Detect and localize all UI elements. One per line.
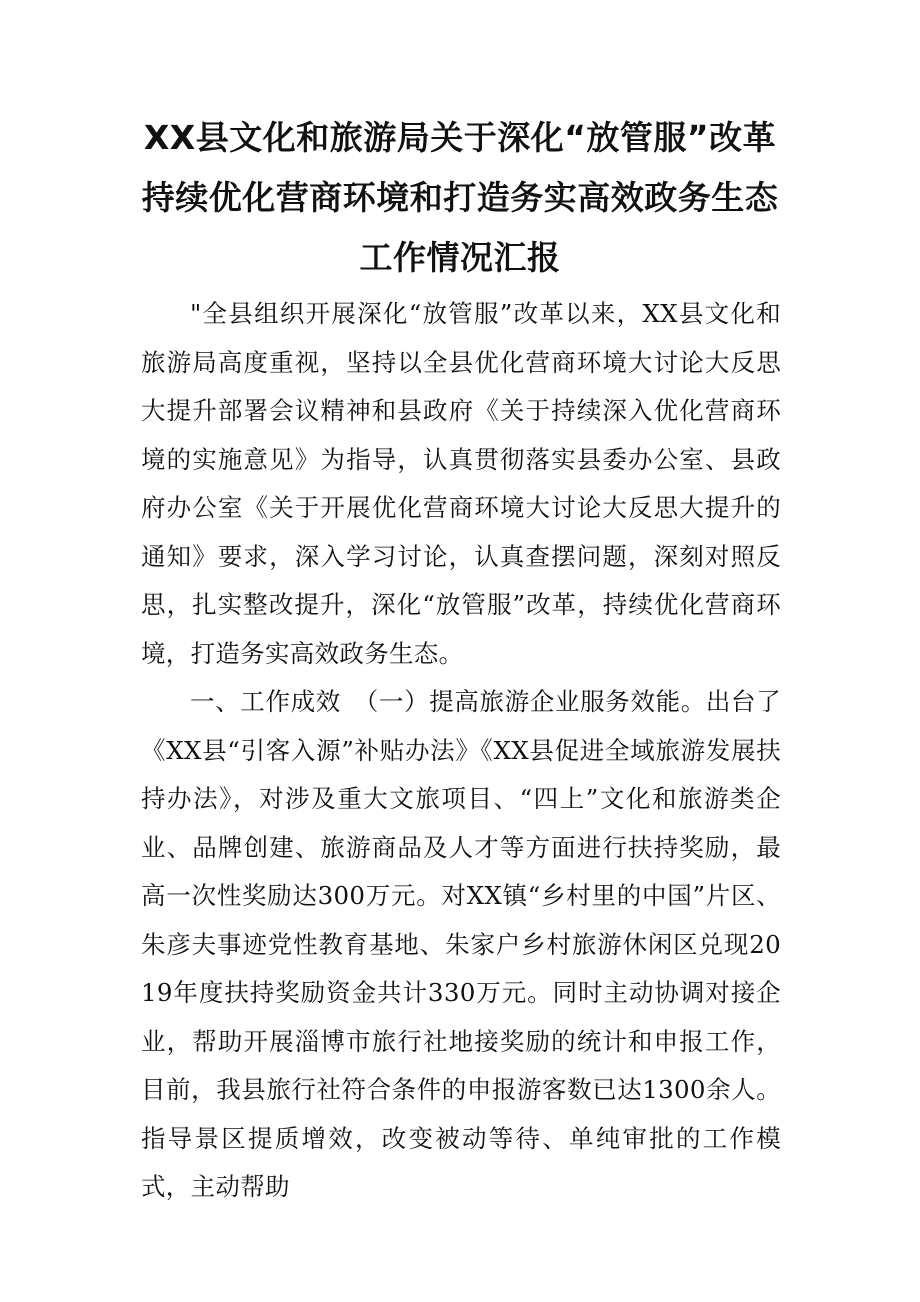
paragraph-achievements: 一、工作成效 （一）提高旅游企业服务效能。出台了《XX县“引客入源”补贴办法》《XX县促进全域旅游发展扶持办法》，对涉及重大文旅项目、“四上”文化和旅游类企业、品牌创建、旅游商品及人才等方面进行扶持奖励，最高一次性奖励达300万元。对XX镇“乡村里的中国”片区、朱彦夫事迹党性教育基地、朱家户乡村旅游休闲区兑现2019年度扶持奖励资金共计330万元。同时主动协调对接企业，帮助开展淄博市旅行社地接奖励的统计和申报工作，目前，我县旅行社符合条件的申报游客数已达1300余人。指导景区提质增效，改变被动等待、单纯审批的工作模式，主动帮助 [141,687,781,1201]
title-line-3: 工作情况汇报 [359,238,561,277]
document-body [141,290,781,1212]
document-title [100,108,820,288]
title-line-2: 持续优化营商环境和打造务实高效政务生态 [141,178,779,217]
title-line-1: XX县文化和旅游局关于深化“放管服”改革 [143,118,777,157]
paragraph-intro: "全县组织开展深化“放管服”改革以来，XX县文化和旅游局高度重视，坚持以全县优化营商环境大讨论大反思大提升部署会议精神和县政府《关于持续深入优化营商环境的实施意见》为指导，认真贯彻落实县委办公室、县政府办公室《关于开展优化营商环境大讨论大反思大提升的通知》要求，深入学习讨论，认真查摆问题，深刻对照反思，扎实整改提升，深化“放管服”改革，持续优化营商环境，打造务实高效政务生态。 [141,299,781,668]
